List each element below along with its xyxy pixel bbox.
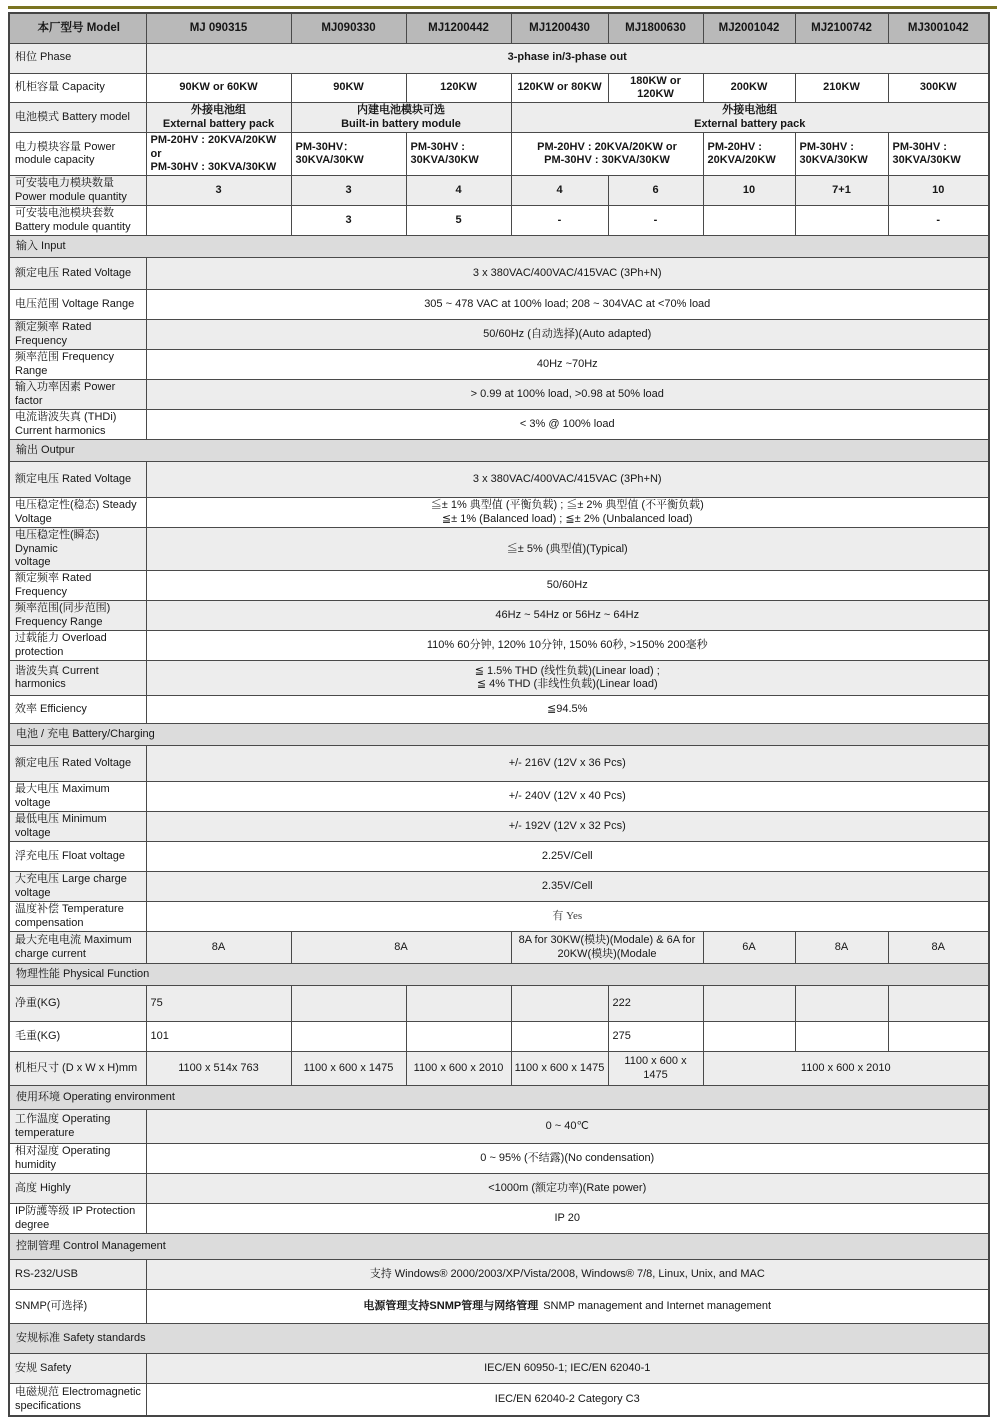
spec-label: 浮充电压 Float voltage	[9, 842, 146, 872]
spec-value: 8A	[888, 932, 989, 964]
table-row	[9, 661, 989, 696]
spec-label: SNMP(可选择)	[9, 1290, 146, 1324]
spec-value	[795, 206, 888, 236]
spec-value: PM-30HV : 30KVA/30KW	[888, 133, 989, 176]
spec-label: 电压范围 Voltage Range	[9, 290, 146, 320]
spec-value: IP 20	[146, 1204, 989, 1234]
table-row	[9, 1110, 989, 1144]
section-title: 输入 Input	[9, 236, 989, 258]
table-row	[9, 320, 989, 350]
model-header-row	[9, 13, 989, 43]
spec-value: 5	[406, 206, 511, 236]
spec-value: PM-30HV : 30KVA/30KW	[406, 133, 511, 176]
spec-label: 额定电压 Rated Voltage	[9, 462, 146, 498]
spec-value: 50/60Hz (自动选择)(Auto adapted)	[146, 320, 989, 350]
spec-value: 1100 x 600 x 2010	[703, 1052, 989, 1086]
spec-label: 电压稳定性(瞬态) Dynamic voltage	[9, 528, 146, 571]
spec-label: 工作温度 Operating temperature	[9, 1110, 146, 1144]
spec-label: 额定频率 Rated Frequency	[9, 320, 146, 350]
spec-value: 外接电池组 External battery pack	[146, 103, 291, 133]
spec-label: 可安装电池模块套数 Battery module quantity	[9, 206, 146, 236]
spec-value: 有 Yes	[146, 902, 989, 932]
table-row	[9, 103, 989, 133]
spec-value: 210KW	[795, 73, 888, 103]
spec-value: +/- 240V (12V x 40 Pcs)	[146, 782, 989, 812]
spec-value: 1100 x 600 x 1475	[608, 1052, 703, 1086]
spec-value: 75	[146, 986, 291, 1022]
spec-value: PM-20HV : 20KVA/20KW or PM-30HV : 30KVA/30KW	[146, 133, 291, 176]
model-name: MJ 090315	[146, 13, 291, 43]
spec-value	[291, 1022, 406, 1052]
section-header-row	[9, 236, 989, 258]
spec-value	[406, 1022, 511, 1052]
spec-value: PM-30HV : 30KVA/30KW	[795, 133, 888, 176]
table-row	[9, 1260, 989, 1290]
spec-value	[888, 1022, 989, 1052]
spec-value: 6A	[703, 932, 795, 964]
section-title: 物理性能 Physical Function	[9, 964, 989, 986]
spec-value: 3 x 380VAC/400VAC/415VAC (3Ph+N)	[146, 462, 989, 498]
table-row	[9, 812, 989, 842]
spec-value	[795, 1022, 888, 1052]
table-row	[9, 290, 989, 320]
table-row	[9, 986, 989, 1022]
table-row	[9, 842, 989, 872]
spec-label: 高度 Highly	[9, 1174, 146, 1204]
spec-value: 10	[888, 176, 989, 206]
spec-label: 最低电压 Minimum voltage	[9, 812, 146, 842]
spec-value: 8A	[291, 932, 511, 964]
table-row	[9, 782, 989, 812]
model-name: MJ3001042	[888, 13, 989, 43]
spec-value: 外接电池组 External battery pack	[511, 103, 989, 133]
spec-value: ≦94.5%	[146, 696, 989, 724]
spec-value	[888, 986, 989, 1022]
spec-label: 温度补偿 Temperature compensation	[9, 902, 146, 932]
spec-value: ≦± 5% (典型值)(Typical)	[146, 528, 989, 571]
section-header-row	[9, 964, 989, 986]
table-row	[9, 932, 989, 964]
model-header-label: 本厂型号 Model	[9, 13, 146, 43]
table-row	[9, 872, 989, 902]
spec-label: 输入功率因素 Power factor	[9, 380, 146, 410]
spec-value: 0 ~ 95% (不结露)(No condensation)	[146, 1144, 989, 1174]
table-row	[9, 631, 989, 661]
spec-value: 2.35V/Cell	[146, 872, 989, 902]
table-row	[9, 380, 989, 410]
spec-value	[795, 986, 888, 1022]
spec-label: 额定电压 Rated Voltage	[9, 746, 146, 782]
spec-value: 200KW	[703, 73, 795, 103]
spec-value	[291, 986, 406, 1022]
spec-value: +/- 192V (12V x 32 Pcs)	[146, 812, 989, 842]
spec-value: 46Hz ~ 54Hz or 56Hz ~ 64Hz	[146, 601, 989, 631]
spec-value: 3	[146, 176, 291, 206]
spec-label: 谐波失真 Current harmonics	[9, 661, 146, 696]
table-row	[9, 571, 989, 601]
spec-value: 8A	[795, 932, 888, 964]
spec-value: 305 ~ 478 VAC at 100% load; 208 ~ 304VAC at <70% load	[146, 290, 989, 320]
table-row	[9, 462, 989, 498]
spec-value: 8A for 30KW(模块)(Modale) & 6A for 20KW(模块)(Modale	[511, 932, 703, 964]
spec-value: 101	[146, 1022, 291, 1052]
spec-value: 120KW or 80KW	[511, 73, 608, 103]
model-name: MJ2001042	[703, 13, 795, 43]
section-title: 控制管理 Control Management	[9, 1234, 989, 1260]
model-name: MJ1800630	[608, 13, 703, 43]
table-row	[9, 1144, 989, 1174]
spec-label: 可安装电力模块数量 Power module quantity	[9, 176, 146, 206]
table-row	[9, 1354, 989, 1384]
spec-label: 相对湿度 Operating humidity	[9, 1144, 146, 1174]
table-row	[9, 902, 989, 932]
spec-label: 电力模块容量 Power module capacity	[9, 133, 146, 176]
spec-value: +/- 216V (12V x 36 Pcs)	[146, 746, 989, 782]
spec-label: 大充电压 Large charge voltage	[9, 872, 146, 902]
spec-label: IP防護等级 IP Protection degree	[9, 1204, 146, 1234]
spec-value: 7+1	[795, 176, 888, 206]
spec-value	[146, 206, 291, 236]
spec-value	[511, 986, 608, 1022]
spec-label: 净重(KG)	[9, 986, 146, 1022]
table-row	[9, 746, 989, 782]
spec-value: 110% 60分钟, 120% 10分钟, 150% 60秒, >150% 200毫秒	[146, 631, 989, 661]
spec-label: 最大充电电流 Maximum charge current	[9, 932, 146, 964]
spec-value: 0 ~ 40℃	[146, 1110, 989, 1144]
spec-value: 40Hz ~70Hz	[146, 350, 989, 380]
spec-label: 机柜尺寸 (D x W x H)mm	[9, 1052, 146, 1086]
spec-value: 180KW or 120KW	[608, 73, 703, 103]
spec-value: > 0.99 at 100% load, >0.98 at 50% load	[146, 380, 989, 410]
section-header-row	[9, 440, 989, 462]
spec-value	[146, 1290, 989, 1324]
spec-value: 内建电池模块可选 Built-in battery module	[291, 103, 511, 133]
spec-value: 10	[703, 176, 795, 206]
spec-label: 机柜容量 Capacity	[9, 73, 146, 103]
table-row	[9, 206, 989, 236]
spec-label: 相位 Phase	[9, 43, 146, 73]
spec-label: 额定电压 Rated Voltage	[9, 258, 146, 290]
table-row	[9, 1384, 989, 1416]
spec-value: 50/60Hz	[146, 571, 989, 601]
section-title: 安规标准 Safety standards	[9, 1324, 989, 1354]
table-row	[9, 601, 989, 631]
spec-value	[703, 206, 795, 236]
spec-value: -	[511, 206, 608, 236]
spec-label: 电磁规范 Electromagnetic specifications	[9, 1384, 146, 1416]
spec-value: -	[888, 206, 989, 236]
spec-value: 90KW	[291, 73, 406, 103]
spec-value: 4	[511, 176, 608, 206]
table-row	[9, 1290, 989, 1324]
spec-label: 安规 Safety	[9, 1354, 146, 1384]
spec-label: 频率范围 Frequency Range	[9, 350, 146, 380]
spec-value-emphasis: 电源管理支持SNMP管理与网络管理	[363, 1300, 539, 1313]
spec-table-body	[9, 13, 989, 1416]
spec-value: 8A	[146, 932, 291, 964]
section-title: 电池 / 充电 Battery/Charging	[9, 724, 989, 746]
spec-label: 毛重(KG)	[9, 1022, 146, 1052]
section-header-row	[9, 1086, 989, 1110]
spec-value-text: SNMP management and Internet management	[543, 1300, 772, 1313]
spec-value: 90KW or 60KW	[146, 73, 291, 103]
table-row	[9, 410, 989, 440]
spec-label: 额定频率 Rated Frequency	[9, 571, 146, 601]
section-header-row	[9, 1324, 989, 1354]
table-row	[9, 1204, 989, 1234]
spec-value: PM-20HV : 20KVA/20KW	[703, 133, 795, 176]
spec-value: 2.25V/Cell	[146, 842, 989, 872]
spec-value: 3	[291, 176, 406, 206]
spec-value	[406, 986, 511, 1022]
spec-value: ≦ 1.5% THD (线性负载)(Linear load) ; ≦ 4% THD (非线性负载)(Linear load)	[146, 661, 989, 696]
section-header-row	[9, 1234, 989, 1260]
spec-label: 过载能力 Overload protection	[9, 631, 146, 661]
table-row	[9, 1174, 989, 1204]
spec-label: 电池模式 Battery model	[9, 103, 146, 133]
model-name: MJ1200442	[406, 13, 511, 43]
model-name: MJ1200430	[511, 13, 608, 43]
spec-value	[511, 1022, 608, 1052]
spec-value: -	[608, 206, 703, 236]
table-row	[9, 73, 989, 103]
spec-label: 频率范围(同步范围) Frequency Range	[9, 601, 146, 631]
spec-label: 电压稳定性(稳态) Steady Voltage	[9, 498, 146, 528]
spec-label: RS-232/USB	[9, 1260, 146, 1290]
spec-value: 1100 x 600 x 2010	[406, 1052, 511, 1086]
table-row	[9, 1052, 989, 1086]
spec-value: 300KW	[888, 73, 989, 103]
spec-value: 1100 x 600 x 1475	[291, 1052, 406, 1086]
spec-value: 1100 x 600 x 1475	[511, 1052, 608, 1086]
table-row	[9, 258, 989, 290]
section-header-row	[9, 724, 989, 746]
model-name: MJ2100742	[795, 13, 888, 43]
spec-value: PM-20HV : 20KVA/20KW or PM-30HV : 30KVA/30KW	[511, 133, 703, 176]
section-title: 输出 Outpur	[9, 440, 989, 462]
spec-value: 3-phase in/3-phase out	[146, 43, 989, 73]
spec-label: 效率 Efficiency	[9, 696, 146, 724]
spec-value: 222	[608, 986, 703, 1022]
table-row	[9, 350, 989, 380]
spec-table	[8, 12, 990, 1417]
table-row	[9, 528, 989, 571]
table-row	[9, 133, 989, 176]
table-row	[9, 1022, 989, 1052]
spec-value: 3 x 380VAC/400VAC/415VAC (3Ph+N)	[146, 258, 989, 290]
table-row	[9, 498, 989, 528]
spec-label: 最大电压 Maximum voltage	[9, 782, 146, 812]
spec-value: 3	[291, 206, 406, 236]
top-rule	[8, 6, 997, 9]
table-row	[9, 43, 989, 73]
spec-value	[703, 986, 795, 1022]
spec-label: 电流谐波失真 (THDi) Current harmonics	[9, 410, 146, 440]
spec-value: 6	[608, 176, 703, 206]
spec-value: 1100 x 514x 763	[146, 1052, 291, 1086]
spec-value: IEC/EN 60950-1; IEC/EN 62040-1	[146, 1354, 989, 1384]
spec-value	[703, 1022, 795, 1052]
section-title: 使用环境 Operating environment	[9, 1086, 989, 1110]
table-row	[9, 176, 989, 206]
spec-value: PM-30HV： 30KVA/30KW	[291, 133, 406, 176]
spec-value: 275	[608, 1022, 703, 1052]
spec-value: <1000m (额定功率)(Rate power)	[146, 1174, 989, 1204]
spec-value: 120KW	[406, 73, 511, 103]
spec-value: 支持 Windows® 2000/2003/XP/Vista/2008, Windows® 7/8, Linux, Unix, and MAC	[146, 1260, 989, 1290]
spec-value: ≦± 1% 典型值 (平衡负载) ; ≦± 2% 典型值 (不平衡负载) ≦± 1% (Balanced load) ; ≦± 2% (Unbalanced load)	[146, 498, 989, 528]
table-row	[9, 696, 989, 724]
spec-value: 4	[406, 176, 511, 206]
spec-value: < 3% @ 100% load	[146, 410, 989, 440]
model-name: MJ090330	[291, 13, 406, 43]
spec-value: IEC/EN 62040-2 Category C3	[146, 1384, 989, 1416]
